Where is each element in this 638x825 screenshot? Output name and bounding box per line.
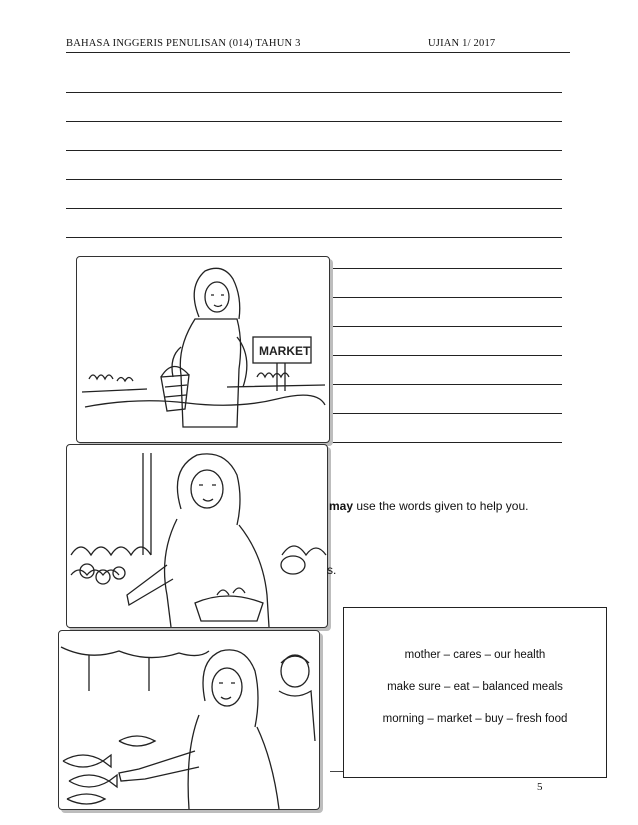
writing-line[interactable]: [330, 355, 562, 356]
writing-line[interactable]: [66, 92, 562, 93]
picture-woman-going-to-market: [76, 256, 330, 443]
market-sign-text: MARKET: [259, 344, 311, 358]
writing-line[interactable]: [330, 297, 562, 298]
writing-line[interactable]: [330, 326, 562, 327]
picture-woman-at-fish-stall: [58, 630, 320, 810]
page-header: [66, 36, 570, 53]
vegetable-stall-illustration: [67, 445, 327, 627]
writing-line[interactable]: [330, 442, 562, 443]
writing-line[interactable]: [66, 208, 562, 209]
footer-line-fragment: [330, 771, 343, 772]
helping-words-box: [343, 607, 607, 778]
header-exam: UJIAN 1/ 2017: [428, 38, 496, 49]
writing-line[interactable]: [330, 384, 562, 385]
helping-word-item: morning – market – buy – fresh food: [382, 713, 568, 725]
helping-word-item: make sure – eat – balanced meals: [387, 681, 563, 693]
writing-line[interactable]: [66, 121, 562, 122]
instruction-rest: use the words given to help you.: [353, 499, 529, 513]
writing-line[interactable]: [66, 150, 562, 151]
writing-line[interactable]: [66, 179, 562, 180]
helping-word-item: mother – cares – our health: [404, 649, 546, 661]
stray-text-fragment: s.: [327, 563, 337, 577]
instruction-bold-word: may: [329, 499, 354, 513]
writing-line[interactable]: [330, 268, 562, 269]
market-scene-illustration: [77, 257, 329, 442]
header-subject: BAHASA INGGERIS PENULISAN (014) TAHUN 3: [66, 38, 301, 49]
instruction-text: [329, 499, 528, 513]
picture-woman-buying-vegetables: [66, 444, 328, 628]
fish-stall-illustration: [59, 631, 319, 809]
page-number: 5: [537, 781, 543, 793]
writing-line[interactable]: [66, 237, 562, 238]
writing-line[interactable]: [330, 413, 562, 414]
